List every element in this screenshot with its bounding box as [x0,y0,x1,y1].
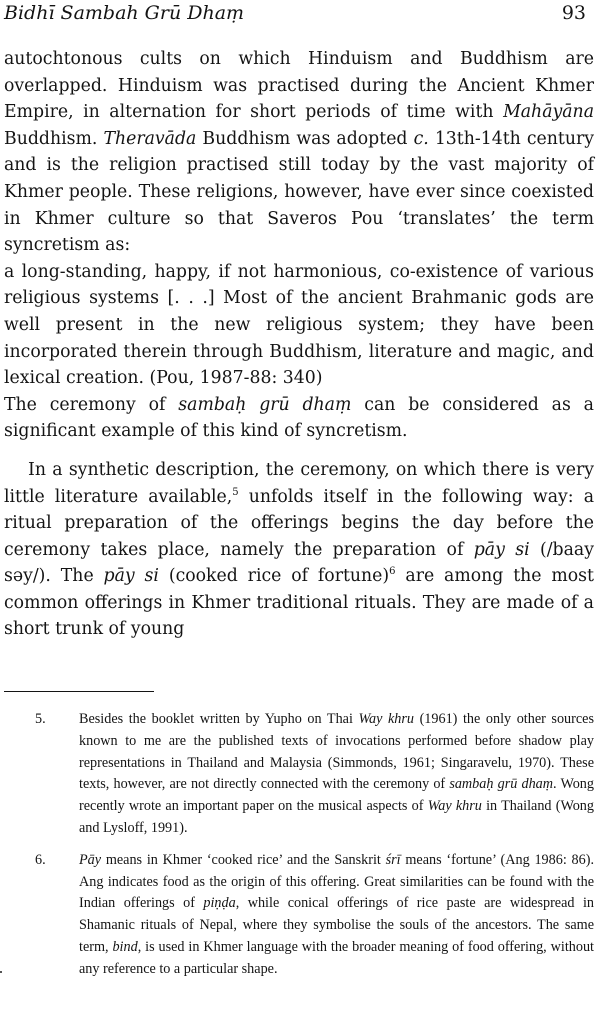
footnote-6-text-c: , while conical offerings of rice paste are widespread in Shamanic rituals of Nepal, where they symbolise the souls of the ancestors. The same term, [79,895,594,955]
paragraph-1-text-b: Buddhism. [4,128,104,149]
footnote-6-italic-c: piṇḍa [203,895,236,912]
footnote-6-text-a: means in Khmer ‘cooked rice’ and the Sanskrit [101,851,386,868]
footnote-ref-6[interactable]: 6 [389,566,396,578]
paragraph-1-italic-c: c. [413,128,429,149]
footnote-6-italic-b: śrī [385,851,401,868]
block-quote: a long-standing, happy, if not harmonious, co-existence of various religious systems [. . .] Most of the ancient Brahmanic gods are well present in the new religious system; they have been incorporated therein through Buddhism, literature and magic, and lexical creation. (Pou, 1987-88: 340) [4,261,594,389]
footnote-5-italic-b: sambaḥ grū dhaṃ [449,776,554,793]
footnote-6-text-d: , is used in Khmer language with the broader meaning of food offering, without any reference to a particular shape. [79,938,594,977]
footnote-5-text-d: in Thailand (Wong and Lysloff, 1991). [79,798,594,836]
paragraph-2-italic: sambaḥ grū dhaṃ [178,394,352,415]
paragraph-3-italic-b: pāy si [103,566,159,587]
paragraph-3-text-a: In a synthetic description, the ceremony, on which there is very little literature available, [4,459,594,507]
footnote-6-italic-d: bind [112,938,138,955]
paragraph-1-text-d: 13th-14th century and is the religion practised still today by the vast majority of Khmer people. These religions, however, have ever since coexisted in Khmer culture so that Saveros Pou ‘translates’ the term syncretism as: [4,128,594,256]
paragraph-1-italic-b: Theravāda [103,128,197,149]
paragraph-3-italic-a: pāy si [473,539,530,560]
footnotes [4,709,594,991]
footnote-5-text-b: (1961) the only other sources known to me are the published texts of invocations performed before shadow play representations in Thailand and Malaysia (Simmonds, 1961; Singaravelu, 1970). These texts, however, are not directly connected with the ceremony of [79,711,594,793]
footnote-5-italic-a: Way khru [358,711,414,727]
footnote-number: 6. [35,851,46,868]
paragraph-3 [4,457,594,643]
paragraph-1 [4,46,594,259]
footnote-6-text-b: means ‘fortune’ (Ang 1986: 86). Ang indicates food as the origin of this offering. Great similarities can be found with the Indian offerings of [79,851,595,912]
running-head [4,2,586,30]
margin-mark [0,971,2,973]
footnote-5-text-c: . Wong recently wrote an important paper on the musical aspects of [79,776,594,815]
footnote-rule [4,691,154,692]
paragraph-3-text-e: are among the most common offerings in Khmer traditional rituals. They are made of a short trunk of young [4,566,594,640]
footnote-5-text-a: Besides the booklet written by Yupho on Thai [79,711,359,727]
paragraph-2-text-b: can be considered as a significant example of this kind of syncretism. [4,394,594,442]
paragraph-3-text-c: (/baay səy/). The [4,539,594,587]
footnote-6-italic-a: Pāy [79,851,102,868]
footnote-6 [4,850,594,981]
footnote-ref-5[interactable]: 5 [232,486,239,498]
body-text [4,46,594,643]
paragraph-1-text-a: autochtonous cults on which Hinduism and Buddhism are overlapped. Hinduism was practised during the Ancient Khmer Empire, in alternation for short periods of time with [4,49,594,123]
footnote-5 [4,709,594,840]
running-head-title: Bidhī Sambah Grū Dhaṃ [4,2,245,24]
footnote-number: 5. [35,711,46,727]
paragraph-3-text-b: unfolds itself in the following way: a ritual preparation of the offerings begins the day before the ceremony takes place, namely the preparation of [4,486,594,560]
paragraph-2 [4,392,594,445]
paragraph-2-text-a: The ceremony of [4,394,179,415]
paragraph-3-text-d: (cooked rice of fortune) [158,566,390,587]
paragraph-1-text-c: Buddhism was adopted [196,128,414,149]
page-number: 93 [561,2,586,24]
paragraph-1-italic-a: Mahāyāna [503,102,594,123]
footnote-text [79,709,594,840]
footnote-text [79,850,594,981]
footnote-5-italic-c: Way khru [427,798,482,815]
